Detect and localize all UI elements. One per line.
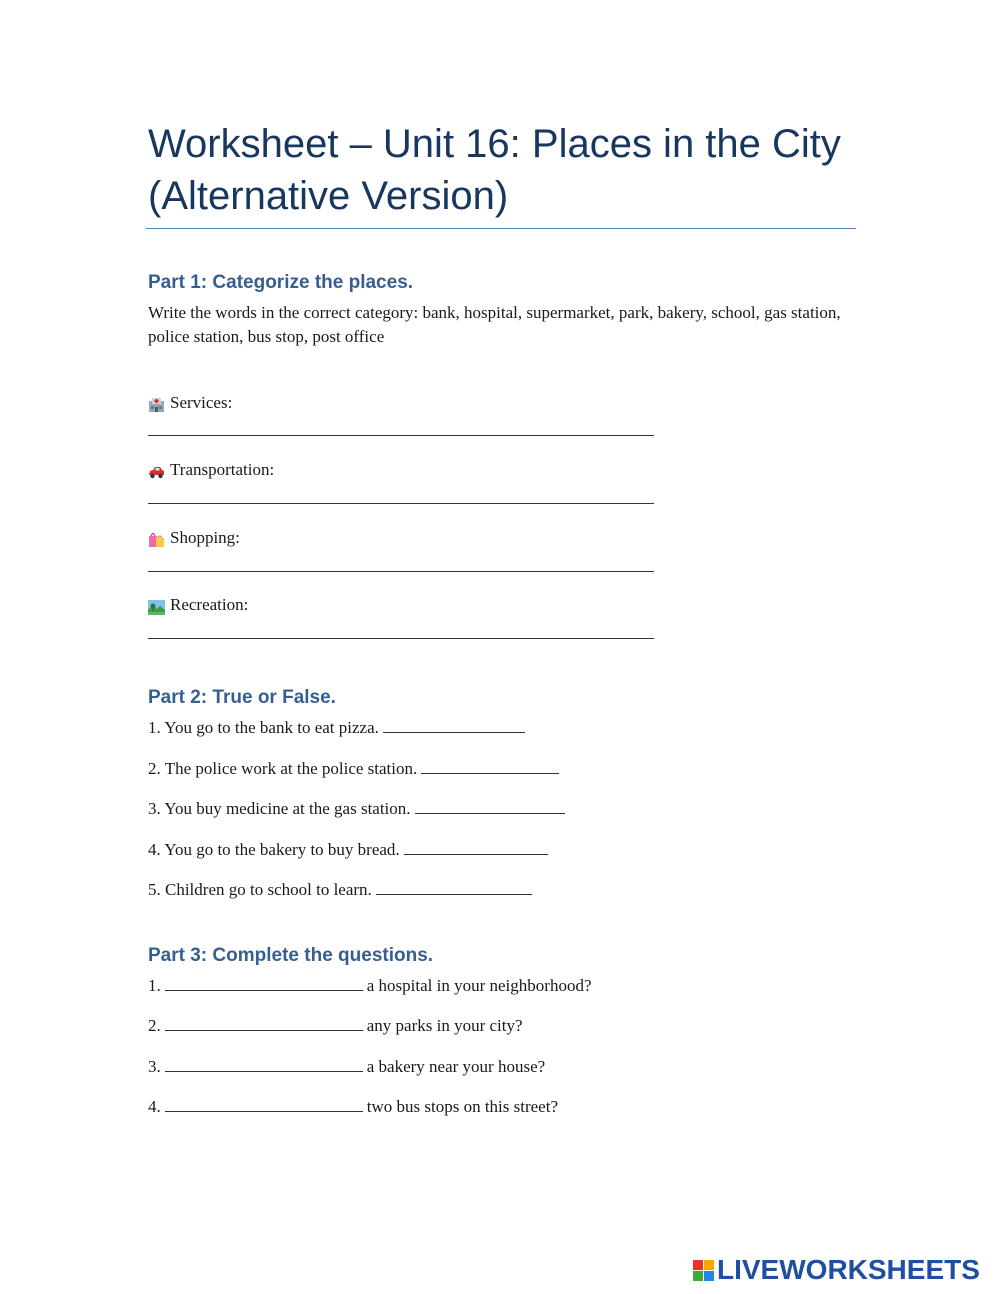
question-item: 3. a bakery near your house? [148,1057,546,1076]
true-false-item: 5. Children go to school to learn. [148,878,532,902]
worksheet-title: Worksheet – Unit 16: Places in the City (Alternative Version) [148,122,841,218]
answer-blank[interactable] [165,1029,363,1031]
category-label: Services: [170,393,233,412]
part1-instructions: Write the words in the correct category: bank, hospital, supermarket, park, bakery, school, gas station, police station, bus stop, post office [148,303,841,346]
liveworksheets-logo [693,1254,980,1286]
answer-line-services[interactable] [148,435,654,436]
hospital-icon [148,396,165,411]
answer-blank[interactable] [165,1070,363,1072]
category-label: Transportation: [170,460,275,479]
park-icon [148,598,165,613]
category-services [148,391,232,415]
category-transportation [148,458,274,482]
logo-text: LIVEWORKSHEETS [717,1254,980,1285]
part2-heading: Part 2: True or False. [148,687,336,708]
answer-blank[interactable] [376,893,532,895]
answer-line-shopping[interactable] [148,571,654,572]
part1-heading: Part 1: Categorize the places. [148,272,414,293]
category-recreation [148,593,248,617]
answer-blank[interactable] [404,853,548,855]
title-divider [146,228,856,229]
category-label: Recreation: [170,595,249,614]
answer-blank[interactable] [415,812,565,814]
true-false-item: 2. The police work at the police station. [148,757,559,781]
answer-line-recreation[interactable] [148,638,654,639]
question-item: 4. two bus stops on this street? [148,1097,558,1116]
category-shopping [148,526,240,550]
true-false-item: 3. You buy medicine at the gas station. [148,797,565,821]
part3-heading: Part 3: Complete the questions. [148,945,434,966]
car-icon [148,463,165,478]
answer-blank[interactable] [383,731,525,733]
shopping-bags-icon [148,531,165,546]
true-false-item: 4. You go to the bakery to buy bread. [148,838,548,862]
answer-blank[interactable] [165,1110,363,1112]
answer-blank[interactable] [421,772,559,774]
category-label: Shopping: [170,528,240,547]
question-item: 1. a hospital in your neighborhood? [148,976,592,995]
question-item: 2. any parks in your city? [148,1016,523,1035]
logo-mark-icon [693,1260,714,1281]
answer-line-transportation[interactable] [148,503,654,504]
true-false-item: 1. You go to the bank to eat pizza. [148,716,525,740]
answer-blank[interactable] [165,989,363,991]
